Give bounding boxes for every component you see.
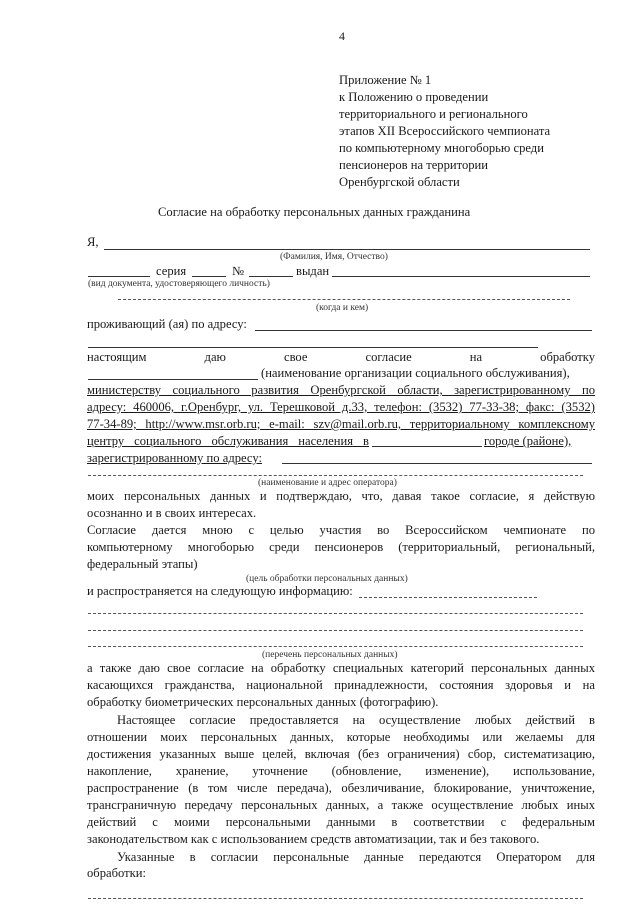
district-field[interactable] (372, 446, 482, 447)
appendix-line: Оренбургской области (339, 175, 460, 189)
transfer-line: обработки: (87, 866, 146, 880)
info-label: и распространяется на следующую информацию: (87, 584, 353, 598)
actions-line: накопление, хранение, уточнение (обновление, изменение), использование, (87, 764, 595, 778)
number-field[interactable] (249, 276, 293, 277)
info-field-4[interactable] (88, 646, 583, 647)
address-field[interactable] (255, 330, 592, 331)
fio-field[interactable] (104, 249, 590, 250)
special-line: обработку биометрических персональных данных (фотографию). (87, 695, 439, 709)
info-field-3[interactable] (88, 630, 583, 631)
list-caption: (перечень персональных данных) (262, 650, 398, 660)
ministry-line: центру социального обслуживания населения в (87, 434, 369, 448)
actions-line: распространение (в том числе передача), обезличивание, блокирование, уничтожение, (87, 781, 595, 795)
operator-address-field[interactable] (282, 463, 592, 464)
actions-line: законодательством как с использованием средств автоматизации, так и без такового. (87, 832, 540, 846)
appendix-line: пенсионеров на территории (339, 158, 489, 172)
confirm-line: моих персональных данных и подтверждаю, что, давая такое согласие, я действую (87, 489, 595, 503)
confirm-line: осознанно и в своих интересах. (87, 506, 257, 520)
transfer-line: Указанные в согласии персональные данные передаются Оператором для (117, 850, 595, 864)
fio-caption: (Фамилия, Имя, Отчество) (280, 252, 388, 262)
purpose-line: Согласие дается мною с целью участия во Всероссийском чемпионате по (87, 523, 595, 537)
ministry-line: адресу: 460006, г.Оренбург, ул. Терешковой д.33, телефон: (3532) 77-33-38; факс: (3532) (87, 400, 595, 414)
appendix-line: к Положению о проведении (339, 90, 489, 104)
vydan-label: выдан (296, 264, 330, 278)
appendix-line: этапов XII Всероссийского чемпионата (339, 124, 551, 138)
appendix-line: территориального и регионального (339, 107, 528, 121)
special-line: касающихся гражданства, национальной принадлежности, состояния здоровья и на (87, 678, 595, 692)
appendix-line: Приложение № 1 (339, 73, 432, 87)
ministry-line: зарегистрированному по адресу: (87, 451, 262, 465)
actions-line: Настоящее согласие предоставляется на осуществление любых действий в (117, 713, 595, 727)
operator-caption: (наименование и адрес оператора) (258, 478, 397, 488)
actions-line: отношении моих персональных данных, которые необходимы или желаемы для (87, 730, 595, 744)
seria-field[interactable] (192, 276, 226, 277)
appendix-line: по компьютерному многоборью среди (339, 141, 544, 155)
operator-field[interactable] (88, 475, 583, 476)
address-field-2[interactable] (88, 347, 538, 348)
actions-line: достижения указанных выше целей, включая (без ограничения) сбор, систематизацию, (87, 747, 595, 761)
address-label: проживающий (ая) по адресу: (87, 317, 247, 331)
consent-line: настоящим даю свое согласие на обработку (87, 350, 596, 364)
actions-line: трансграничную передачу персональных данных, а также осуществление любых иных (87, 798, 595, 812)
doc-caption: (вид документа, удостоверяющего личность) (88, 279, 270, 289)
info-field[interactable] (359, 597, 537, 598)
org-caption: (наименование организации социального обслуживания), (261, 366, 570, 380)
ministry-line: министерству социального развития Оренбургской области, зарегистрированному по (87, 383, 595, 397)
transfer-field[interactable] (88, 898, 583, 899)
special-line: а также даю свое согласие на обработку специальных категорий персональных данных (87, 661, 595, 675)
vydan-field[interactable] (332, 276, 590, 277)
number-label: № (232, 264, 245, 278)
ya-label: Я, (87, 235, 99, 249)
ministry-line: городе (районе), (484, 434, 572, 448)
document-title: Согласие на обработку персональных данных гражданина (158, 205, 471, 219)
issued-by-field[interactable] (118, 299, 570, 300)
purpose-line: федеральный этапы) (87, 557, 198, 571)
info-field-2[interactable] (88, 613, 583, 614)
seria-label: серия (156, 264, 187, 278)
kogda-caption: (когда и кем) (316, 303, 369, 313)
organization-field[interactable] (88, 379, 258, 380)
actions-line: действий с моими персональными данными в соответствии с федеральным (87, 815, 595, 829)
ministry-line: 77-34-89; http://www.msr.orb.ru; e-mail: szv@mail.orb.ru, территориальному комплексному (87, 417, 595, 431)
purpose-line: компьютерному многоборью среди пенсионеров (территориальный, региональный, (87, 540, 595, 554)
page-number: 4 (339, 29, 345, 43)
purpose-caption: (цель обработки персональных данных) (246, 574, 408, 584)
doc-type-field[interactable] (88, 276, 150, 277)
